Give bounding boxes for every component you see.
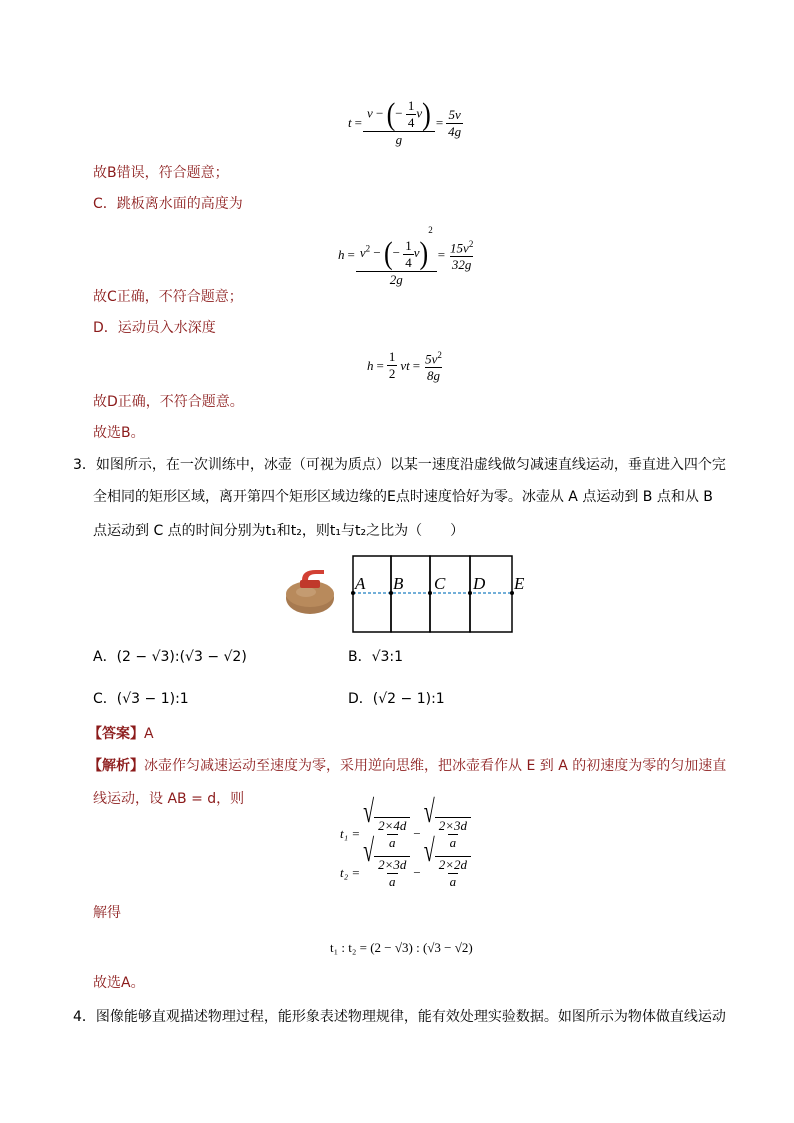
line-c-right: 故C正确，不符合题意；: [93, 289, 243, 305]
option-d[interactable]: D．(√2 − 1):1: [348, 691, 445, 707]
label-a: A: [355, 574, 366, 593]
region-3: [430, 556, 470, 632]
equation-h1: h = $v^2$ − (− $\frac{1}{4}$ v)$^2$ 2g = $\frac{15v^2}{32g}$: [338, 222, 475, 288]
analysis-line2: 线运动，设 AB = d，则: [93, 791, 245, 807]
option-a[interactable]: A．(2 − √3):(√3 − √2): [93, 649, 247, 665]
label-b: B: [393, 574, 404, 593]
eq-t-lhs: t: [348, 115, 352, 130]
line-d-right: 故D正确，不符合题意。: [93, 394, 244, 410]
analysis-tag: 【解析】: [88, 758, 144, 774]
equation-ratio: t₁ : t₂ = (2 − √3) : (√3 − √2): [330, 940, 473, 955]
q4-line1: 4．图像能够直观描述物理过程，能形象表述物理规律，能有效处理实验数据。如图所示为物体做直线运动: [73, 1009, 726, 1025]
option-c-intro: C．跳板离水面的高度为: [93, 196, 243, 212]
analysis-line1: 【解析】冰壶作匀减速运动至速度为零，采用逆向思维，把冰壶看作从 E 到 A 的初速度为零的匀加速直: [88, 758, 727, 774]
region-1: [353, 556, 391, 632]
region-2: [391, 556, 430, 632]
option-c[interactable]: C．(√3 − 1):1: [93, 691, 189, 707]
line-b-wrong: 故B错误，符合题意；: [93, 165, 229, 181]
answer-tag: 【答案】: [88, 726, 144, 742]
eq-t-result: $\frac{5v}{4g}$: [448, 106, 462, 139]
eq-t-fraction: v − (− $\frac{1}{4}$ v) g: [365, 98, 433, 148]
region-4: [470, 556, 512, 632]
q3-line3: 点运动到 C 点的时间分别为t₁和t₂，则t₁与t₂之比为（ ）: [93, 523, 465, 539]
eq-h1-result: $\frac{15v^2}{32g}$: [450, 239, 474, 273]
eq-h1-fraction: $v^2$ − (− $\frac{1}{4}$ v)$^2$ 2g: [358, 222, 435, 288]
equation-t1: t₁ = √ $\frac{2\times 4d}{a}$ − √ $\frac{2\times 3d}{a}$: [340, 817, 471, 851]
line-choose-b: 故选B。: [93, 425, 145, 441]
answer-line: [88, 724, 154, 744]
equation-t: t = v − (− $\frac{1}{4}$ v) g = $\frac{5v}{4g}$: [348, 96, 462, 147]
answer-value: A: [144, 726, 154, 742]
equation-h2: h = $\frac{1}{2}$ vt = $\frac{5v^2}{8g}$: [367, 349, 442, 384]
label-e: E: [514, 574, 525, 593]
q3-line2: 全相同的矩形区域，离开第四个矩形区域边缘的E点时速度恰好为零。冰壶从 A 点运动到 B 点和从 B: [93, 489, 713, 505]
curling-figure: [282, 552, 525, 636]
point-d: [468, 591, 472, 595]
point-c: [428, 591, 432, 595]
label-c: C: [434, 574, 446, 593]
equation-t2: t₂ = √ $\frac{2\times 3d}{a}$ − √ $\frac{2\times 2d}{a}$: [340, 856, 471, 890]
line-choose-a: 故选A。: [93, 975, 145, 991]
label-d: D: [473, 574, 486, 593]
q3-line1: 3．如图所示，在一次训练中，冰壶（可视为质点）以某一速度沿虚线做匀减速直线运动，垂直进入四个完: [73, 457, 726, 473]
option-d-intro: D．运动员入水深度: [93, 320, 216, 336]
solve-label: 解得: [93, 905, 121, 921]
option-b[interactable]: B．√3:1: [348, 649, 404, 665]
curling-stone-icon: [286, 570, 334, 614]
